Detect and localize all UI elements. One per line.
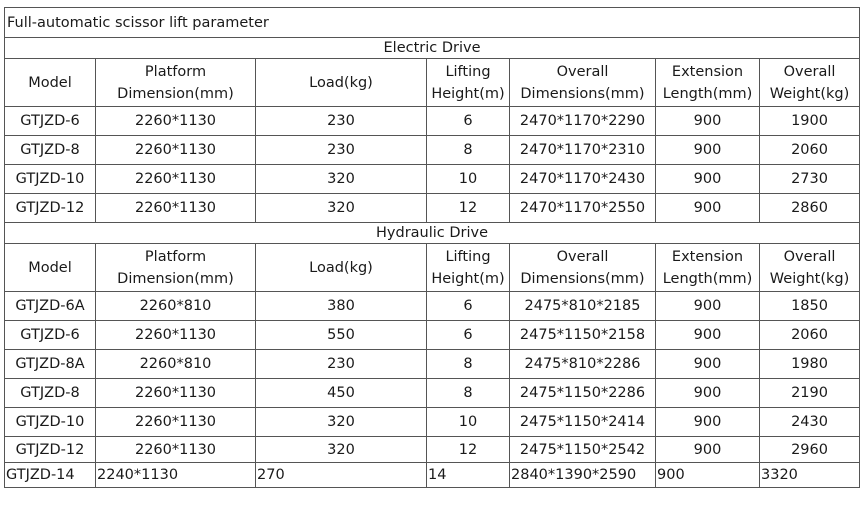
column-header (760, 59, 860, 107)
table-row (5, 379, 860, 408)
column-header (256, 244, 427, 292)
model-cell: GTJZD-12 (5, 194, 96, 223)
table-cell: 2470*1170*2550 (510, 194, 656, 223)
table-cell: 2260*1130 (96, 194, 256, 223)
table-cell: 2470*1170*2310 (510, 136, 656, 165)
model-cell: GTJZD-12 (5, 437, 96, 463)
column-header-line2: Dimension(mm) (117, 270, 234, 287)
column-header (656, 59, 760, 107)
table-cell: 2260*1130 (96, 379, 256, 408)
table-cell: 2960 (760, 437, 860, 463)
table-cell: 900 (656, 165, 760, 194)
table-row (5, 292, 860, 321)
table-cell: 2470*1170*2430 (510, 165, 656, 194)
column-header-line2: Height(m) (431, 270, 505, 287)
table-cell: 900 (656, 379, 760, 408)
table-row (5, 165, 860, 194)
column-header-line1: Platform (144, 63, 207, 80)
table-cell: 2260*1130 (96, 107, 256, 136)
column-header-line1: Overall (783, 63, 836, 80)
table-row (5, 321, 860, 350)
column-header (427, 59, 510, 107)
table-cell: 900 (656, 437, 760, 463)
table-cell: 1980 (760, 350, 860, 379)
column-header (256, 59, 427, 107)
table-row (5, 463, 860, 488)
column-header-line1: Overall (556, 63, 609, 80)
table-cell: 270 (256, 463, 427, 488)
table-cell: 2260*1130 (96, 408, 256, 437)
column-header-line1: Extension (671, 63, 744, 80)
electric-section-title: Electric Drive (5, 38, 860, 59)
column-header-line1: Model (28, 259, 72, 276)
model-cell: GTJZD-8A (5, 350, 96, 379)
column-header-line1: Lifting (445, 63, 491, 80)
table-cell: 2240*1130 (96, 463, 256, 488)
table-cell: 230 (256, 350, 427, 379)
table-cell: 2260*1130 (96, 437, 256, 463)
column-header (96, 59, 256, 107)
table-cell: 900 (656, 350, 760, 379)
table-cell: 8 (427, 136, 510, 165)
column-header-line1: Load(kg) (309, 74, 373, 91)
table-cell: 8 (427, 379, 510, 408)
table-cell: 320 (256, 165, 427, 194)
hydraulic-section-title: Hydraulic Drive (5, 223, 860, 244)
table-cell: 2475*1150*2158 (510, 321, 656, 350)
column-header-line2: Dimensions(mm) (520, 85, 645, 102)
table-cell: 230 (256, 136, 427, 165)
column-header-line1: Overall (783, 248, 836, 265)
table-cell: 230 (256, 107, 427, 136)
table-cell: 12 (427, 194, 510, 223)
table-cell: 6 (427, 107, 510, 136)
table-cell: 2475*810*2286 (510, 350, 656, 379)
table-cell: 380 (256, 292, 427, 321)
column-header-line1: Extension (671, 248, 744, 265)
model-cell: GTJZD-10 (5, 408, 96, 437)
electric-header-row (5, 59, 860, 107)
hydraulic-header-row (5, 244, 860, 292)
table-cell: 2260*1130 (96, 136, 256, 165)
table-cell: 900 (656, 408, 760, 437)
table-row (5, 194, 860, 223)
table-cell: 2730 (760, 165, 860, 194)
column-header (510, 244, 656, 292)
table-cell: 6 (427, 321, 510, 350)
table-row (5, 107, 860, 136)
hydraulic-section-row (5, 223, 860, 244)
table-cell: 900 (656, 321, 760, 350)
table-cell: 900 (656, 136, 760, 165)
column-header-line1: Platform (144, 248, 207, 265)
table-cell: 900 (656, 463, 760, 488)
table-cell: 3320 (760, 463, 860, 488)
table-cell: 2260*810 (96, 350, 256, 379)
table-cell: 2430 (760, 408, 860, 437)
table-cell: 2190 (760, 379, 860, 408)
model-cell: GTJZD-6 (5, 321, 96, 350)
column-header-line2: Length(mm) (662, 85, 753, 102)
column-header (5, 59, 96, 107)
table-row (5, 136, 860, 165)
column-header-line1: Lifting (445, 248, 491, 265)
column-header-line2: Length(mm) (662, 270, 753, 287)
model-cell: GTJZD-8 (5, 379, 96, 408)
table-cell: 6 (427, 292, 510, 321)
table-cell: 10 (427, 408, 510, 437)
table-row (5, 437, 860, 463)
column-header-line2: Dimensions(mm) (520, 270, 645, 287)
table-cell: 2475*810*2185 (510, 292, 656, 321)
table-cell: 320 (256, 437, 427, 463)
model-cell: GTJZD-8 (5, 136, 96, 165)
column-header-line2: Dimension(mm) (117, 85, 234, 102)
model-cell: GTJZD-10 (5, 165, 96, 194)
column-header-line2: Weight(kg) (769, 85, 850, 102)
table-cell: 320 (256, 194, 427, 223)
column-header (510, 59, 656, 107)
column-header (96, 244, 256, 292)
column-header (760, 244, 860, 292)
table-cell: 2860 (760, 194, 860, 223)
table-cell: 2840*1390*2590 (510, 463, 656, 488)
table-cell: 14 (427, 463, 510, 488)
table-cell: 320 (256, 408, 427, 437)
table-cell: 1850 (760, 292, 860, 321)
table-cell: 2060 (760, 136, 860, 165)
table-cell: 12 (427, 437, 510, 463)
column-header-line2: Weight(kg) (769, 270, 850, 287)
table-cell: 550 (256, 321, 427, 350)
model-cell: GTJZD-14 (5, 463, 96, 488)
column-header (5, 244, 96, 292)
column-header (656, 244, 760, 292)
table-cell: 2470*1170*2290 (510, 107, 656, 136)
column-header-line1: Model (28, 74, 72, 91)
table-cell: 450 (256, 379, 427, 408)
table-cell: 900 (656, 107, 760, 136)
electric-section-row (5, 38, 860, 59)
model-cell: GTJZD-6A (5, 292, 96, 321)
table-cell: 2260*810 (96, 292, 256, 321)
table-row (5, 350, 860, 379)
table-cell: 2060 (760, 321, 860, 350)
table-cell: 900 (656, 194, 760, 223)
column-header (427, 244, 510, 292)
scissor-lift-parameter-table (4, 7, 860, 488)
column-header-line1: Overall (556, 248, 609, 265)
table-cell: 2475*1150*2286 (510, 379, 656, 408)
column-header-line2: Height(m) (431, 85, 505, 102)
table-cell: 2260*1130 (96, 321, 256, 350)
table-cell: 2475*1150*2414 (510, 408, 656, 437)
table-cell: 2475*1150*2542 (510, 437, 656, 463)
column-header-line1: Load(kg) (309, 259, 373, 276)
table-cell: 1900 (760, 107, 860, 136)
table-title: Full-automatic scissor lift parameter (5, 8, 860, 38)
table-cell: 900 (656, 292, 760, 321)
table-row (5, 408, 860, 437)
model-cell: GTJZD-6 (5, 107, 96, 136)
table-cell: 2260*1130 (96, 165, 256, 194)
table-cell: 10 (427, 165, 510, 194)
table-cell: 8 (427, 350, 510, 379)
